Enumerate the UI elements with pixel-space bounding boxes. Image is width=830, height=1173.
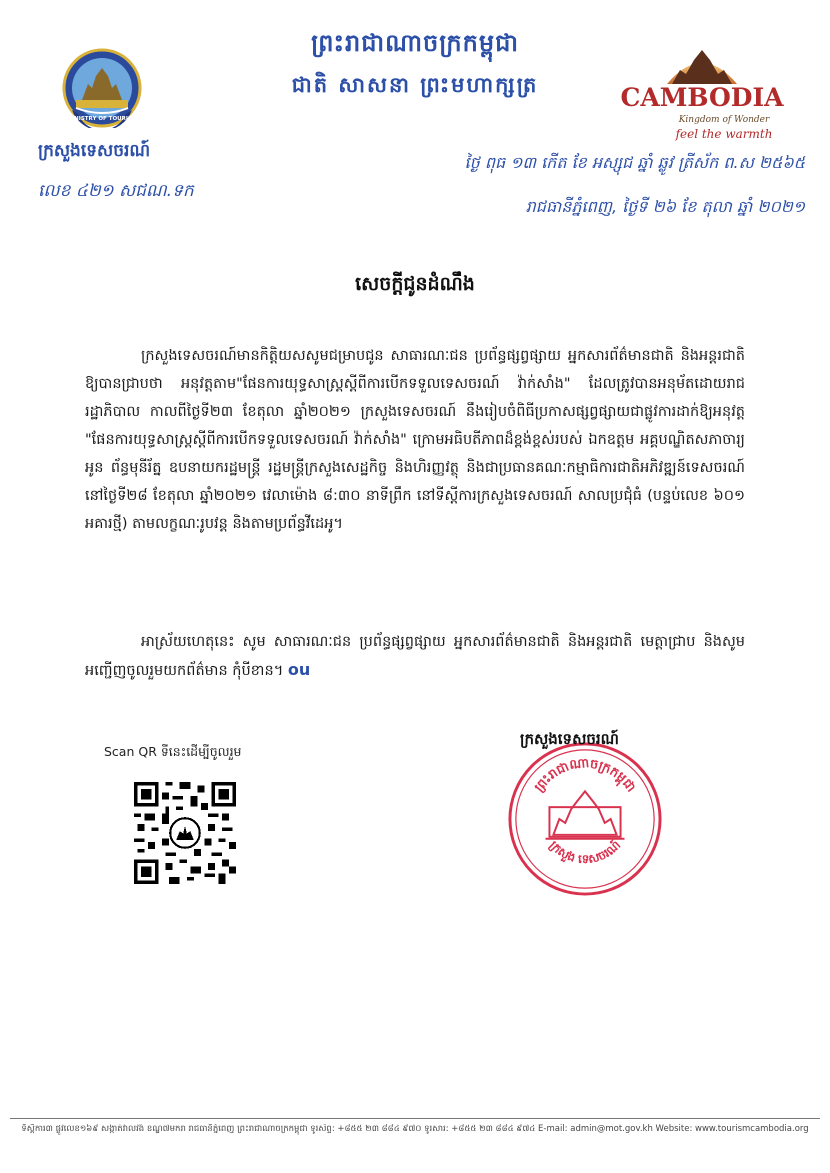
body-paragraph-1: ក្រសួងទេសចរណ៍មានកិត្តិយសសូមជម្រាបជូន សាធារណៈជន ប្រព័ន្ធផ្សព្វផ្សាយ អ្នកសារព័ត៌មានជាតិ និងអន្តរជាតិ ឱ្យបានជ្រាបថា អនុវត្តតាម"ផែនការយុទ្ធសាស្ត្រស្តីពីការបើកទទួលទេសចរណ៍ វ៉ាក់សាំង" ដែលត្រូវបានអនុម័តដោយរាជរដ្ឋាភិបាល កាលពីថ្ងៃទី២៣ ខែតុលា ឆ្នាំ២០២១ ក្រសួងទេសចរណ៍ នឹងរៀបចំពិធីប្រកាសផ្សព្វផ្សាយជាផ្លូវការដាក់ឱ្យអនុវត្ត "ផែនការយុទ្ធសាស្ត្រស្តីពីការបើកទទួលទេសចរណ៍ វ៉ាក់សាំង" ក្រោមអធិបតីភាពដ៏ខ្ពង់ខ្ពស់របស់ ឯកឧត្តម អគ្គបណ្ឌិតសភាចារ្យ អូន ព័ន្ធមុនីរ័ត្ន ឧបនាយករដ្ឋមន្ត្រី រដ្ឋមន្ត្រីក្រសួងសេដ្ឋកិច្ច និងហិរញ្ញវត្ថុ និងជាប្រធានគណៈកម្មាធិការជាតិអភិវឌ្ឍន៍ទេសចរណ៍ នៅថ្ងៃទី២៨ ខែតុលា ឆ្នាំ២០២១ វេលាម៉ោង ៨:៣០ នាទីព្រឹក នៅទីស្តីការក្រសួងទេសចរណ៍ សាលប្រជុំធំ (បន្ទប់លេខ ៦០១ អគារថ្មី) តាមលក្ខណៈរូបវន្ត និងតាមប្រព័ន្ធវីដេអូ។	[85, 348, 745, 532]
ministry-of-tourism-logo	[62, 48, 142, 128]
cambodia-brand-logo	[612, 40, 792, 150]
footer-contact: ទីស្តីការ៣ ផ្លូវលេខ១៦៩ សង្កាត់វាលវង់ ខណ្ឌ៧មករា រាជធានីភ្នំពេញ ព្រះរាជាណាចក្រកម្ពុជា ទូរស័ព្ទ: +៨៥៥ ២៣ ៨៨៤ ៩៧០ ទូរសារ: +៨៥៥ ២៣ ៨៨៤ ៩៧៤ E-mail: admin@mot.gov.kh Website: www.tourismcambodia.org	[21, 1124, 809, 1134]
place-date: រាជធានីភ្នំពេញ, ថ្ងៃទី ២៦ ខែ តុលា ឆ្នាំ ២០២១	[525, 197, 805, 216]
svg-text:ព្រះរាជាណាចក្រកម្ពុជា	[532, 756, 638, 795]
document-title: សេចក្តីជូនដំណឹង	[355, 273, 475, 295]
brand-name: CAMBODIA	[620, 83, 784, 112]
stamp-bottom-text: ក្រសួង ទេសចរណ៍	[546, 837, 624, 867]
kingdom-motto: ជាតិ សាសនា ព្រះមហាក្សត្រ	[291, 73, 539, 97]
kingdom-title: ព្រះរាជាណាចក្រកម្ពុជា	[311, 29, 519, 57]
signature-title: ក្រសួងទេសចរណ៍	[520, 730, 619, 748]
body-paragraph-2	[85, 628, 745, 685]
paraph-mark: ou	[287, 660, 311, 679]
footer-divider	[10, 1118, 820, 1119]
qr-code-icon[interactable]	[134, 782, 236, 884]
ministry-name: ក្រសួងទេសចរណ៍	[38, 141, 151, 161]
brand-tagline-1: Kingdom of Wonder	[678, 115, 770, 125]
svg-text:ក្រសួង ទេសចរណ៍	[546, 837, 623, 866]
ministry-logo-text: MINISTRY OF TOURISM	[66, 116, 138, 122]
lunar-date: ថ្ងៃ ពុធ ១៣ កើត ខែ អស្សុជ ឆ្នាំ ឆ្លូវ ត្រីស័ក ព.ស ២៥៦៥	[464, 153, 805, 172]
body-paragraph-2-text: អាស្រ័យហេតុនេះ សូម សាធារណៈជន ប្រព័ន្ធផ្សព្វផ្សាយ អ្នកសារព័ត៌មានជាតិ និងអន្តរជាតិ មេត្តាជ្រាប និងសូមអញ្ជើញចូលរួមយកព័ត៌មាន កុំបីខាន។	[85, 634, 745, 679]
qr-label: Scan QR ទីនេះដើម្បីចូលរួម	[104, 744, 242, 759]
document-number: លេខ ៤២១ សជណ.ទក	[38, 181, 194, 201]
official-stamp	[506, 740, 664, 898]
brand-tagline-2: feel the warmth	[675, 127, 773, 141]
stamp-top-text: ព្រះរាជាណាចក្រកម្ពុជា	[531, 755, 639, 796]
